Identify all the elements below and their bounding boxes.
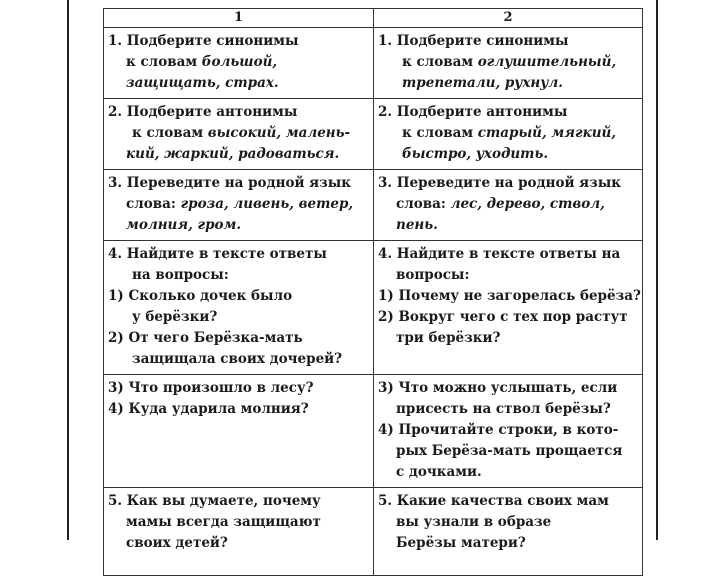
task-text: слова:: [396, 196, 451, 212]
worksheet: [103, 8, 643, 551]
column-header-1: 1: [104, 9, 374, 28]
task-cell: [374, 99, 643, 170]
question-item: у берёзки?: [132, 309, 218, 325]
task-words: лес, дерево, ствол,: [450, 196, 605, 212]
task-cell: [374, 375, 643, 488]
task-line: [108, 52, 369, 73]
task-title: 2. Подберите антонимы: [108, 104, 298, 120]
task-words: старый, мягкий,: [477, 125, 617, 141]
task-text: к словам: [126, 54, 202, 70]
task-cell: [374, 28, 643, 99]
task-line: мамы всегда защищают: [126, 514, 321, 530]
task-line: Берёзы матери?: [396, 535, 526, 551]
task-title: 4. Найдите в тексте ответы на: [378, 246, 621, 262]
task-cell: [104, 170, 374, 241]
task-title: 1. Подберите синонимы: [378, 33, 569, 49]
question-item: 2) От чего Берёзка-мать: [108, 330, 303, 346]
task-line: [378, 194, 638, 215]
task-words: кий, жаркий, радоваться.: [126, 146, 340, 162]
page-border-left: [67, 0, 69, 540]
task-words: гроза, ливень, ветер,: [180, 196, 354, 212]
table-row: [104, 170, 643, 241]
task-line: на вопросы:: [132, 267, 229, 283]
task-title: 3. Переведите на родной язык: [108, 175, 352, 191]
question-item: присесть на ствол берёзы?: [396, 401, 611, 417]
task-words: защищать, страх.: [126, 75, 279, 91]
task-title: 2. Подберите антонимы: [378, 104, 568, 120]
question-item: 2) Вокруг чего с тех пор растут: [378, 309, 628, 325]
task-title: 5. Как вы думаете, почему: [108, 493, 321, 509]
tasks-table: [103, 8, 643, 576]
task-line: [378, 52, 638, 73]
column-header-2: 2: [374, 9, 643, 28]
task-line: [108, 215, 369, 236]
task-text: слова:: [126, 196, 181, 212]
task-line: [378, 123, 638, 144]
task-words: быстро, уходить.: [402, 146, 549, 162]
task-cell: [374, 241, 643, 375]
question-item: три берёзки?: [396, 330, 501, 346]
task-title: 4. Найдите в тексте ответы: [108, 246, 327, 262]
task-words: высокий, малень-: [207, 125, 351, 141]
question-item: 3) Что произошло в лесу?: [108, 380, 314, 396]
question-item: рых Берёза-мать прощается: [396, 443, 623, 459]
table-row: [104, 488, 643, 576]
task-text: к словам: [402, 54, 478, 70]
task-words: трепетали, рухнул.: [402, 75, 563, 91]
page-border-right: [656, 0, 658, 540]
task-words: оглушительный,: [477, 54, 617, 70]
question-item: 4) Куда ударила молния?: [108, 401, 309, 417]
task-title: 3. Переведите на родной язык: [378, 175, 622, 191]
task-title: 1. Подберите синонимы: [108, 33, 299, 49]
task-line: [108, 194, 369, 215]
task-line: вы узнали в образе: [396, 514, 552, 530]
task-words: большой,: [201, 54, 278, 70]
task-line: вопросы:: [396, 267, 470, 283]
task-cell: [374, 488, 643, 576]
task-text: к словам: [132, 125, 208, 141]
task-title: 5. Какие качества своих мам: [378, 493, 609, 509]
task-line: [378, 144, 638, 165]
question-item: 1) Почему не загорелась берёза?: [378, 288, 641, 304]
task-words: молния, гром.: [126, 217, 242, 233]
table-row: [104, 28, 643, 99]
question-item: защищала своих дочерей?: [132, 351, 343, 367]
task-line: [108, 144, 369, 165]
task-text: к словам: [402, 125, 478, 141]
task-words: пень.: [396, 217, 438, 233]
question-item: 4) Прочитайте строки, в кото-: [378, 422, 619, 438]
table-row: [104, 241, 643, 375]
task-line: [108, 73, 369, 94]
task-cell: [104, 488, 374, 576]
task-cell: [104, 28, 374, 99]
task-cell: [374, 170, 643, 241]
question-item: 3) Что можно услышать, если: [378, 380, 618, 396]
table-row: [104, 99, 643, 170]
task-line: [378, 73, 638, 94]
task-cell: [104, 99, 374, 170]
task-cell: [104, 241, 374, 375]
task-cell: [104, 375, 374, 488]
question-item: 1) Сколько дочек было: [108, 288, 293, 304]
task-line: своих детей?: [126, 535, 228, 551]
table-row: [104, 375, 643, 488]
task-line: [108, 123, 369, 144]
task-line: [378, 215, 638, 236]
question-item: с дочками.: [396, 464, 482, 480]
header-row: [104, 9, 643, 28]
